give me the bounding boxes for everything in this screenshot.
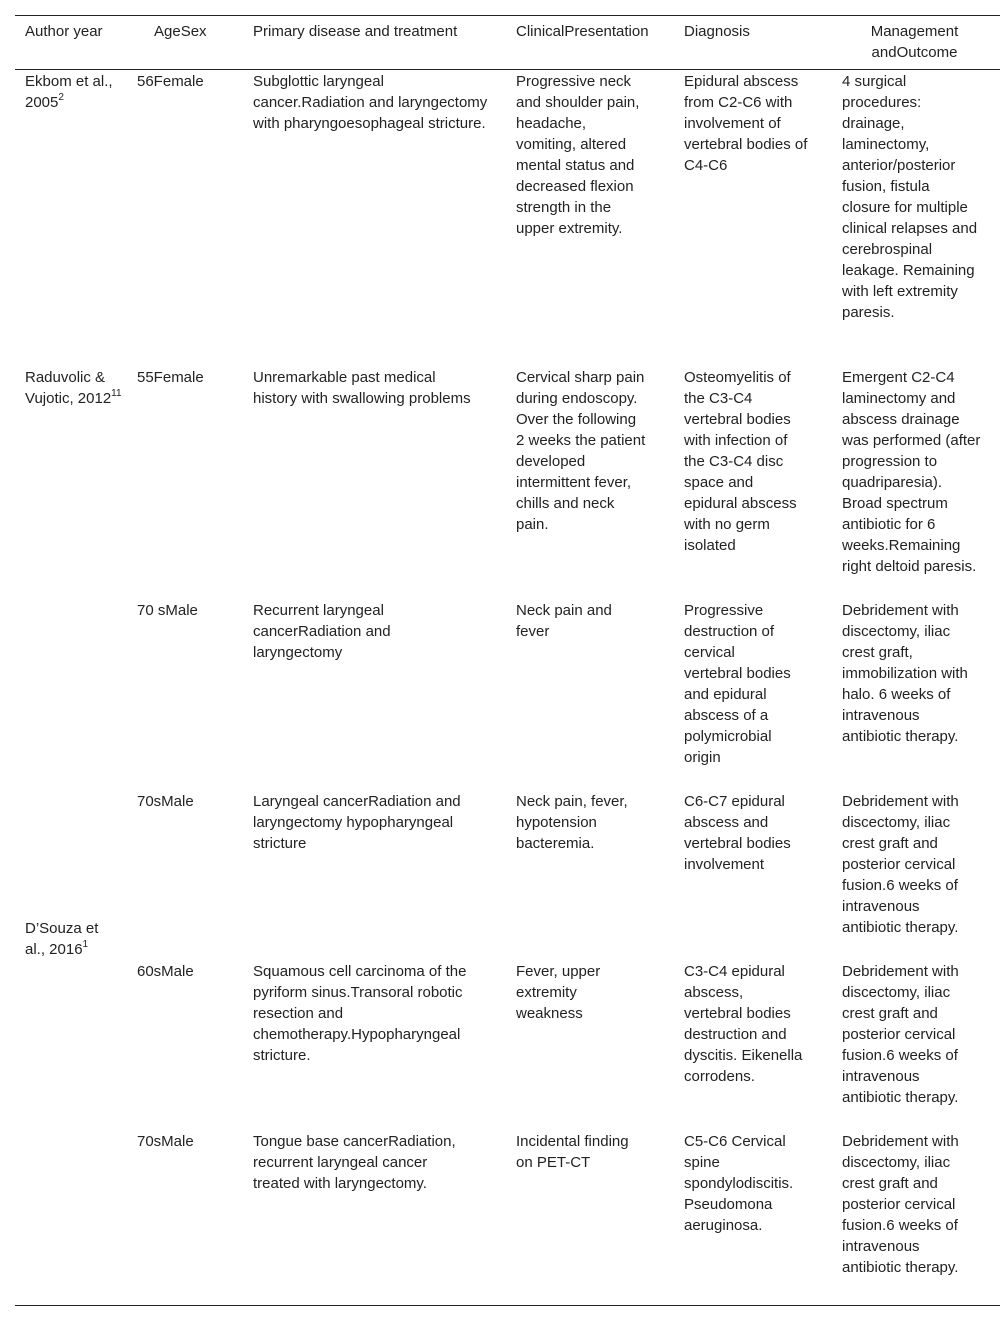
table-top-rule [15,15,1000,16]
row-age-sex: 56Female [137,73,204,90]
row-clinical: Neck pain and fever [516,602,612,640]
header-diagnosis: Diagnosis [684,23,750,40]
row-management: Debridement with discectomy, iliac crest graft and posterior cervical fusion.6 weeks of intravenous antibiotic therapy. [842,963,959,1106]
table-header-rule [15,69,1000,70]
row-management: Debridement with discectomy, iliac crest graft and posterior cervical fusion.6 weeks of intravenous antibiotic therapy. [842,793,959,936]
header-author: Author year [25,23,103,40]
row-clinical: Cervical sharp pain during endoscopy. Over the following 2 weeks the patient developed intermittent fever, chills and neck pain. [516,369,646,533]
row-primary: Recurrent laryngeal cancerRadiation and laryngectomy [253,602,391,661]
row-diagnosis: C5-C6 Cervical spine spondylodiscitis. Pseudomona aeruginosa. [684,1133,794,1234]
row-age-sex: 70sMale [137,1133,194,1150]
row-age-sex: 70sMale [137,793,194,810]
row-age-sex: 55Female [137,369,204,386]
author-ekbom [25,71,125,113]
author-raduvolic-ref: 11 [111,388,122,399]
row-diagnosis: C3-C4 epidural abscess, vertebral bodies destruction and dyscitis. Eikenella corrodens. [684,963,803,1085]
row-diagnosis: Progressive destruction of cervical vertebral bodies and epidural abscess of a polymicrobial origin [684,602,791,766]
row-management: 4 surgical procedures: drainage, laminectomy, anterior/posterior fusion, fistula closure for multiple clinical relapses and cerebrospinal leakage. Remaining with left extremity paresis. [842,73,978,321]
author-dsouza-ref: 1 [82,939,89,950]
author-ekbom-name: Ekbom et al., 2005 [25,73,113,111]
author-dsouza-name: D’Souza et al., 2016 [25,920,99,958]
row-primary: Tongue base cancerRadiation, recurrent laryngeal cancer treated with laryngectomy. [253,1133,456,1192]
row-primary: Subglottic laryngeal cancer.Radiation and laryngectomy with pharyngoesophageal stricture. [253,73,488,132]
row-clinical: Neck pain, fever, hypotension bacteremia. [516,793,628,852]
header-primary: Primary disease and treatment [253,23,458,40]
row-age-sex: 70 sMale [137,602,198,619]
row-diagnosis: Epidural abscess from C2-C6 with involvement of vertebral bodies of C4-C6 [684,73,808,174]
row-management: Debridement with discectomy, iliac crest graft, immobilization with halo. 6 weeks of intravenous antibiotic therapy. [842,602,968,745]
author-raduvolic-name: Raduvolic & Vujotic, 2012 [25,369,112,407]
header-management-line2: andOutcome [871,44,958,61]
row-diagnosis: C6-C7 epidural abscess and vertebral bodies involvement [684,793,791,873]
row-management: Debridement with discectomy, iliac crest graft and posterior cervical fusion.6 weeks of intravenous antibiotic therapy. [842,1133,959,1276]
table-bottom-rule [15,1305,1000,1306]
row-primary: Laryngeal cancerRadiation and laryngectomy hypopharyngeal stricture [253,793,461,852]
author-ekbom-ref: 2 [58,92,64,103]
header-management-line1: Management [870,23,959,40]
author-dsouza [25,918,105,960]
row-clinical: Incidental finding on PET-CT [516,1133,629,1171]
row-clinical: Fever, upper extremity weakness [516,963,601,1022]
row-primary: Squamous cell carcinoma of the pyriform sinus.Transoral robotic resection and chemotherapy.Hypopharyngeal stricture. [253,963,467,1064]
header-management [842,21,987,63]
header-age-sex: AgeSex [154,23,207,40]
row-primary: Unremarkable past medical history with swallowing problems [253,369,471,407]
row-management: Emergent C2-C4 laminectomy and abscess drainage was performed (after progression to quadriparesia). Broad spectrum antibiotic for 6 weeks.Remaining right deltoid paresis. [842,369,981,575]
row-age-sex: 60sMale [137,963,194,980]
row-clinical: Progressive neck and shoulder pain, headache, vomiting, altered mental status and decreased flexion strength in the upper extremity. [516,73,640,237]
author-raduvolic [25,367,125,409]
row-diagnosis: Osteomyelitis of the C3-C4 vertebral bodies with infection of the C3-C4 disc space and epidural abscess with no germ isolated [684,369,797,554]
header-clinical: ClinicalPresentation [516,23,649,40]
